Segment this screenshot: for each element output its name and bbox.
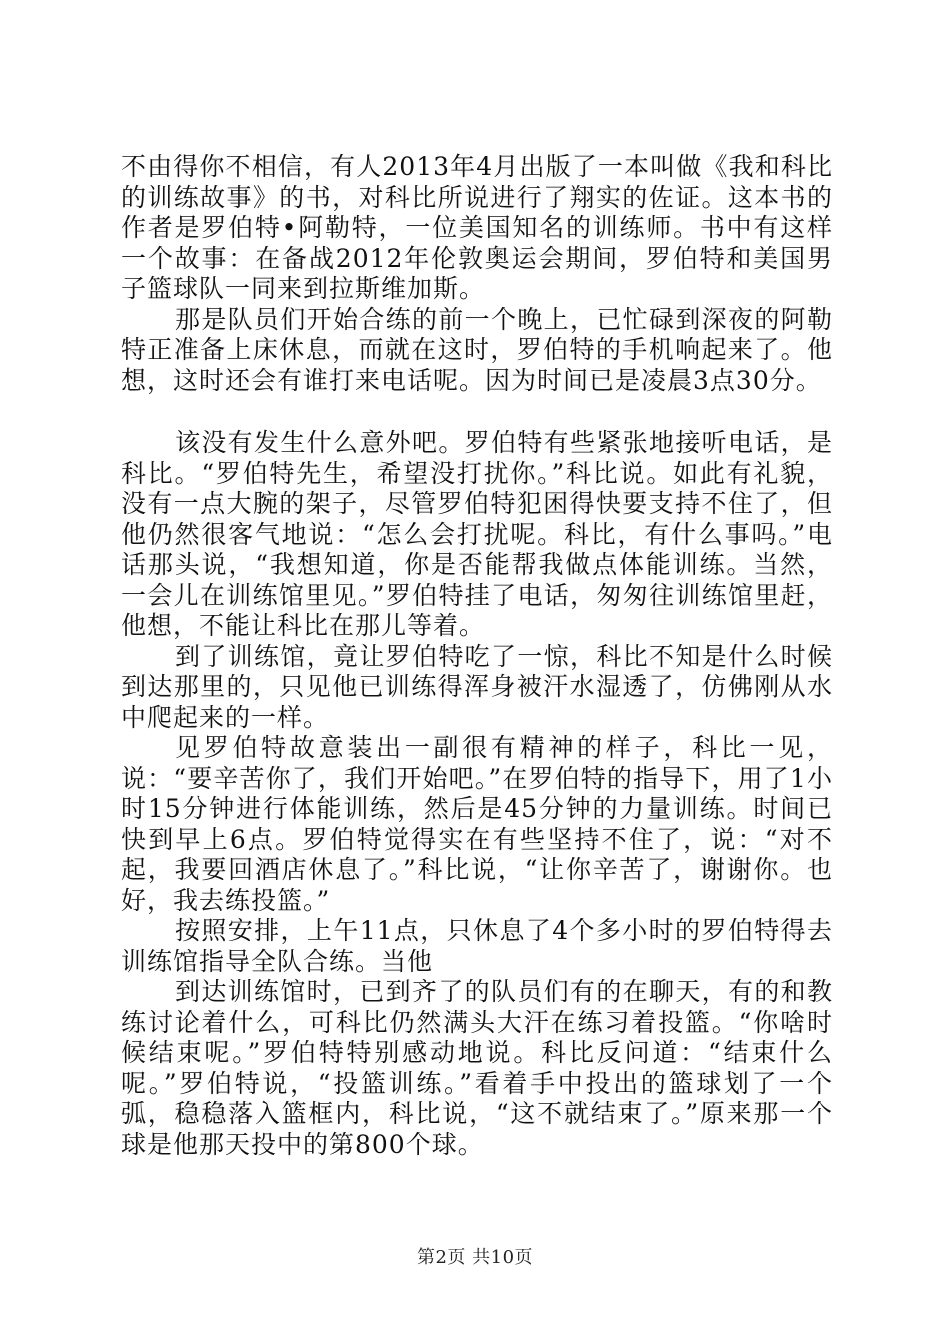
paragraph-4: 到了训练馆，竟让罗伯特吃了一惊，科比不知是什么时候到达那里的，只见他已训练得浑身被汗水湿透了，仿佛刚从水中爬起来的一样。 <box>121 641 833 732</box>
paragraph-spacer <box>121 396 833 428</box>
paragraph-7: 到达训练馆时，已到齐了的队员们有的在聊天，有的和教练讨论着什么，可科比仍然满头大汗在练习着投篮。“你啥时候结束呢。”罗伯特特别感动地说。科比反问道：“结束什么呢。”罗伯特说，“投篮训练。”看着手中投出的篮球划了一个弧，稳稳落入篮框内，科比说，“这不就结束了。”原来那一个球是他那天投中的第800个球。 <box>121 977 833 1159</box>
paragraph-6: 按照安排，上午11点，只休息了4个多小时的罗伯特得去训练馆指导全队合练。当他 <box>121 916 833 976</box>
paragraph-5: 见罗伯特故意装出一副很有精神的样子，科比一见，说：“要辛苦你了，我们开始吧。”在罗伯特的指导下，用了1小时15分钟进行体能训练，然后是45分钟的力量训练。时间已快到早上6点。罗伯特觉得实在有些坚持不住了，说：“对不起，我要回酒店休息了。”科比说，“让你辛苦了，谢谢你。也好，我去练投篮。” <box>121 733 833 915</box>
paragraph-2: 那是队员们开始合练的前一个晚上，已忙碌到深夜的阿勒特正准备上床休息，而就在这时，罗伯特的手机响起来了。他想，这时还会有谁打来电话呢。因为时间已是凌晨3点30分。 <box>121 304 833 395</box>
page-footer: 第2页 共10页 <box>416 1247 534 1268</box>
paragraph-1: 不由得你不相信，有人2013年4月出版了一本叫做《我和科比的训练故事》的书，对科比所说进行了翔实的佐证。这本书的作者是罗伯特•阿勒特，一位美国知名的训练师。书中有这样一个故事：在备战2012年伦敦奥运会期间，罗伯特和美国男子篮球队一同来到拉斯维加斯。 <box>121 152 833 303</box>
paragraph-3: 该没有发生什么意外吧。罗伯特有些紧张地接听电话，是科比。“罗伯特先生，希望没打扰你。”科比说。如此有礼貌，没有一点大腕的架子，尽管罗伯特犯困得快要支持不住了，但他仍然很客气地说：“怎么会打扰呢。科比，有什么事吗。”电话那头说，“我想知道，你是否能帮我做点体能训练。当然，一会儿在训练馆里见。”罗伯特挂了电话，匆匆往训练馆里赶，他想，不能让科比在那儿等着。 <box>121 428 833 640</box>
document-body <box>121 152 833 1160</box>
